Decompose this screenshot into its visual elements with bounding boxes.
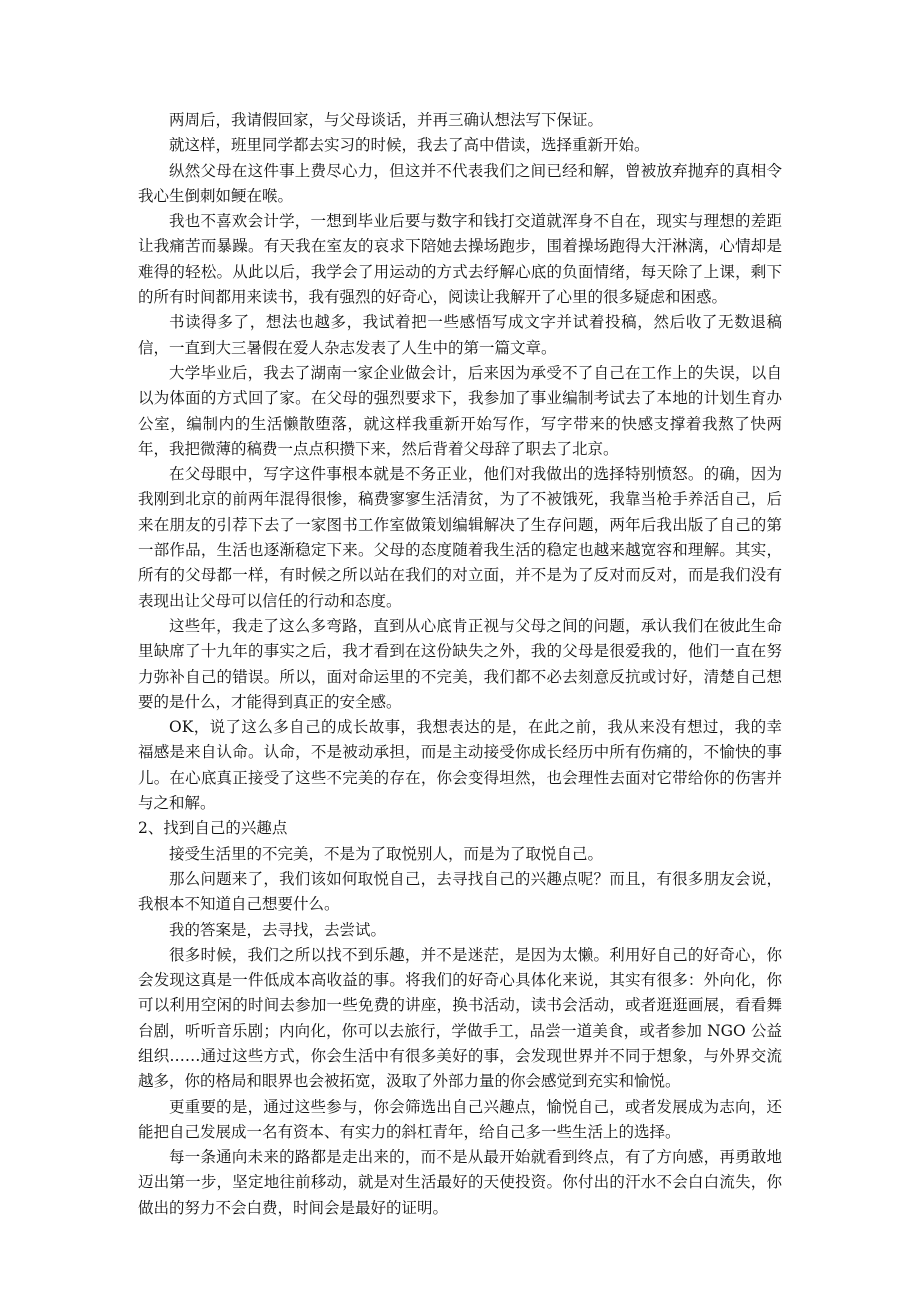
paragraph: 就这样，班里同学都去实习的时候，我去了高中借读，选择重新开始。 [169,136,650,155]
paragraph: 在父母眼中，写字这件事根本就是不务正业，他们对我做出的选择特别愤怒。的确，因为我刚到北京的前两年混得很惨，稿费寥寥生活清贫，为了不被饿死，我靠当枪手养活自己，后来在朋友的引荐下去了一家图书工作室做策划编辑解决了生存问题，两年后我出版了自己的第一部作品，生活也逐渐稳定下来。父母的态度随着我生活的稳定也越来越宽容和理解。其实，所有的父母都一样，有时候之所以站在我们的对立面，并不是为了反对而反对，而是我们没有表现出让父母可以信任的行动和态度。 [138,465,782,610]
paragraph: 纵然父母在这件事上费尽心力，但这并不代表我们之间已经和解，曾被放弃抛弃的真相令我心生倒刺如鲠在喉。 [138,161,782,205]
document-body [138,108,782,1221]
paragraph: 我也不喜欢会计学，一想到毕业后要与数字和钱打交道就浑身不自在，现实与理想的差距让我痛苦而暴躁。有天我在室友的哀求下陪她去操场跑步，围着操场跑得大汗淋漓，心情却是难得的轻松。从此以后，我学会了用运动的方式去纾解心底的负面情绪，每天除了上课，剩下的所有时间都用来读书，我有强烈的好奇心，阅读让我解开了心里的很多疑虑和困惑。 [138,212,782,307]
paragraph: 接受生活里的不完美，不是为了取悦别人，而是为了取悦自己。 [169,844,604,863]
paragraph: 这些年，我走了这么多弯路，直到从心底肯正视与父母之间的问题，承认我们在彼此生命里缺席了十九年的事实之后，我才看到在这份缺失之外，我的父母是很爱我的，他们一直在努力弥补自己的错误。所以，面对命运里的不完美，我们都不必去刻意反抗或讨好，清楚自己想要的是什么，才能得到真正的安全感。 [138,616,782,711]
paragraph: 大学毕业后，我去了湖南一家企业做会计，后来因为承受不了自己在工作上的失误，以自以为体面的方式回了家。在父母的强烈要求下，我参加了事业编制考试去了本地的计划生育办公室，编制内的生活懒散堕落，就这样我重新开始写作，写字带来的快感支撑着我熬了快两年，我把微薄的稿费一点点积攒下来，然后背着父母辞了职去了北京。 [138,363,782,458]
paragraph: 书读得多了，想法也越多，我试着把一些感悟写成文字并试着投稿，然后收了无数退稿信，一直到大三暑假在爱人杂志发表了人生中的第一篇文章。 [138,313,782,357]
paragraph: 很多时候，我们之所以找不到乐趣，并不是迷茫，是因为太懒。利用好自己的好奇心，你会发现这真是一件低成本高收益的事。将我们的好奇心具体化来说，其实有很多：外向化，你可以利用空闲的时间去参加一些免费的讲座，换书活动，读书会活动，或者逛逛画展，看看舞台剧，听听音乐剧；内向化，你可以去旅行，学做手工，品尝一道美食，或者参加 NGO 公益组织……通过这些方式，你会生活中有很多美好的事，会发现世界并不同于想象，与外界交流越多，你的格局和眼界也会被拓宽，汲取了外部力量的你会感觉到充实和愉悦。 [138,945,782,1091]
paragraph: 那么问题来了，我们该如何取悦自己，去寻找自己的兴趣点呢？而且，有很多朋友会说，我根本不知道自己想要什么。 [138,869,782,914]
paragraph: 我的答案是，去寻找，去尝试。 [169,920,387,939]
paragraph: 更重要的是，通过这些参与，你会筛选出自己兴趣点，愉悦自己，或者发展成为志向，还能把自己发展成一名有资本、有实力的斜杠青年，给自己多一些生活上的选择。 [138,1097,782,1141]
paragraph: 两周后，我请假回家，与父母谈话，并再三确认想法写下保证。 [169,111,604,129]
paragraph: OK，说了这么多自己的成长故事，我想表达的是，在此之前，我从来没有想过，我的幸福感是来自认命。认命，不是被动承担，而是主动接受你成长经历中所有伤痛的，不愉快的事儿。在心底真正接受了这些不完美的存在，你会变得坦然，也会理性去面对它带给你的伤害并与之和解。 [138,718,782,813]
paragraph: 每一条通向未来的路都是走出来的，而不是从最开始就看到终点，有了方向感，再勇敢地迈出第一步，坚定地往前移动，就是对生活最好的天使投资。你付出的汗水不会白白流失，你做出的努力不会白费，时间会是最好的证明。 [138,1148,782,1217]
section-heading: 2、找到自己的兴趣点 [138,819,288,838]
